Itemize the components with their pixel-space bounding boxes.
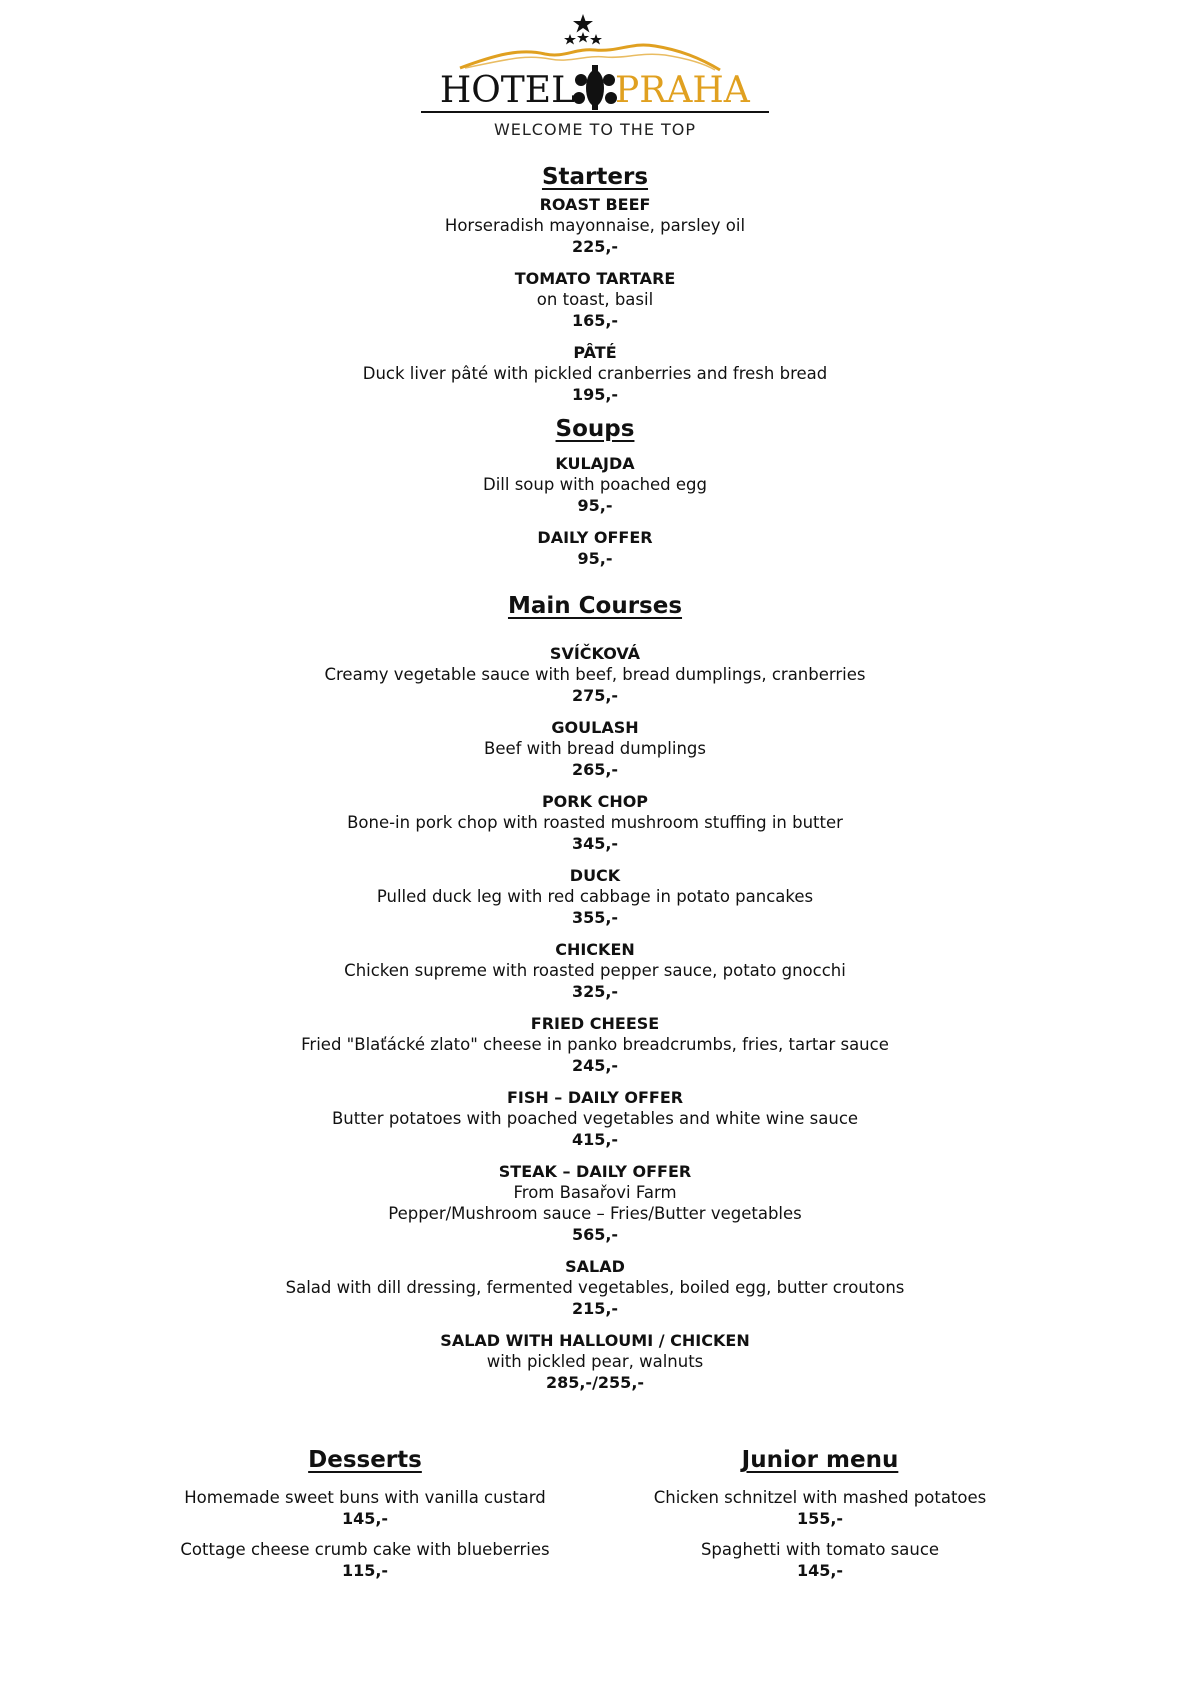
item-description: Beef with bread dumplings xyxy=(484,739,706,758)
item-name: FISH – DAILY OFFER xyxy=(506,1088,684,1107)
menu-item xyxy=(0,453,1190,516)
star-icon xyxy=(577,32,589,43)
menu-item xyxy=(0,939,1190,1002)
item-price: 355,- xyxy=(571,908,619,927)
junior-menu-column xyxy=(620,1445,1020,1591)
item-description: Homemade sweet buns with vanilla custard xyxy=(184,1488,546,1507)
menu-item xyxy=(0,791,1190,854)
star-icon xyxy=(573,14,593,33)
menu-item xyxy=(0,1161,1190,1245)
item-name: KULAJDA xyxy=(555,454,635,473)
menu-item xyxy=(165,1487,565,1529)
item-description: Chicken supreme with roasted pepper sauce, potato gnocchi xyxy=(344,961,846,980)
menu-item xyxy=(0,643,1190,706)
star-icon xyxy=(590,34,602,45)
menu-item xyxy=(165,1539,565,1581)
item-price: 345,- xyxy=(571,834,619,853)
item-description: From Basařovi Farm xyxy=(513,1183,677,1202)
item-description: with pickled pear, walnuts xyxy=(486,1352,704,1371)
item-description: Dill soup with poached egg xyxy=(483,475,707,494)
item-name: PORK CHOP xyxy=(541,792,649,811)
menu-item xyxy=(0,865,1190,928)
item-price: 325,- xyxy=(571,982,619,1001)
item-price: 95,- xyxy=(577,496,613,515)
item-description: Butter potatoes with poached vegetables and white wine sauce xyxy=(331,1109,859,1128)
item-price: 145,- xyxy=(341,1509,389,1528)
logo-word-hotel: HOTEL xyxy=(439,70,575,111)
section-title-desserts: Desserts xyxy=(308,1447,422,1473)
menu-item xyxy=(620,1487,1020,1529)
item-description: Fried "Blaťácké zlato" cheese in panko breadcrumbs, fries, tartar sauce xyxy=(301,1035,889,1054)
item-price: 265,- xyxy=(571,760,619,779)
item-description: Cottage cheese crumb cake with blueberries xyxy=(180,1540,550,1559)
menu-item xyxy=(0,268,1190,331)
item-description: Chicken schnitzel with mashed potatoes xyxy=(653,1488,987,1507)
section-title-junior-menu: Junior menu xyxy=(741,1447,899,1473)
item-name: GOULASH xyxy=(551,718,639,737)
item-price: 245,- xyxy=(571,1056,619,1075)
item-description: Pulled duck leg with red cabbage in potato pancakes xyxy=(376,887,814,906)
desserts-column xyxy=(165,1445,565,1591)
item-name: SVÍČKOVÁ xyxy=(549,644,641,663)
item-description: Spaghetti with tomato sauce xyxy=(700,1540,940,1559)
item-description: on toast, basil xyxy=(536,290,654,309)
logo-word-praha: PRAHA xyxy=(615,70,750,111)
ornament-emblem-icon xyxy=(573,65,617,110)
menu-item xyxy=(0,194,1190,257)
item-name: PÂTÉ xyxy=(573,343,617,362)
item-description: Bone-in pork chop with roasted mushroom stuffing in butter xyxy=(347,813,843,832)
item-description: Horseradish mayonnaise, parsley oil xyxy=(444,216,746,235)
item-description: Salad with dill dressing, fermented vegetables, boiled egg, butter croutons xyxy=(285,1278,905,1297)
main-menu-column xyxy=(0,162,1190,1393)
item-price: 225,- xyxy=(571,237,619,256)
item-price: 155,- xyxy=(796,1509,844,1528)
item-price: 285,-/255,- xyxy=(545,1373,645,1392)
item-price: 145,- xyxy=(796,1561,844,1580)
item-price: 165,- xyxy=(571,311,619,330)
item-name: DAILY OFFER xyxy=(537,528,653,547)
item-price: 275,- xyxy=(571,686,619,705)
item-name: FRIED CHEESE xyxy=(530,1014,660,1033)
item-price: 415,- xyxy=(571,1130,619,1149)
item-name: ROAST BEEF xyxy=(539,195,651,214)
item-name: SALAD WITH HALLOUMI / CHICKEN xyxy=(440,1331,750,1350)
item-price: 95,- xyxy=(577,549,613,568)
item-description: Duck liver pâté with pickled cranberries and fresh bread xyxy=(362,364,828,383)
section-title-starters: Starters xyxy=(541,164,649,190)
item-price: 115,- xyxy=(341,1561,389,1580)
item-name: STEAK – DAILY OFFER xyxy=(498,1162,692,1181)
item-name: CHICKEN xyxy=(555,940,635,959)
item-price: 215,- xyxy=(571,1299,619,1318)
item-description-2: Pepper/Mushroom sauce – Fries/Butter vegetables xyxy=(388,1204,802,1223)
item-name: TOMATO TARTARE xyxy=(514,269,676,288)
menu-item xyxy=(0,1256,1190,1319)
menu-item xyxy=(620,1539,1020,1581)
section-title-main-courses: Main Courses xyxy=(507,593,683,619)
menu-item xyxy=(0,1330,1190,1393)
item-name: DUCK xyxy=(569,866,621,885)
item-description: Creamy vegetable sauce with beef, bread dumplings, cranberries xyxy=(324,665,866,684)
item-price: 195,- xyxy=(571,385,619,404)
menu-item xyxy=(0,527,1190,569)
star-icon xyxy=(564,34,576,45)
logo-tagline: WELCOME TO THE TOP xyxy=(493,120,697,139)
item-price: 565,- xyxy=(571,1225,619,1244)
menu-item xyxy=(0,717,1190,780)
menu-item xyxy=(0,1013,1190,1076)
menu-item xyxy=(0,1087,1190,1150)
section-title-soups: Soups xyxy=(555,416,635,442)
menu-item xyxy=(0,342,1190,405)
item-name: SALAD xyxy=(565,1257,625,1276)
